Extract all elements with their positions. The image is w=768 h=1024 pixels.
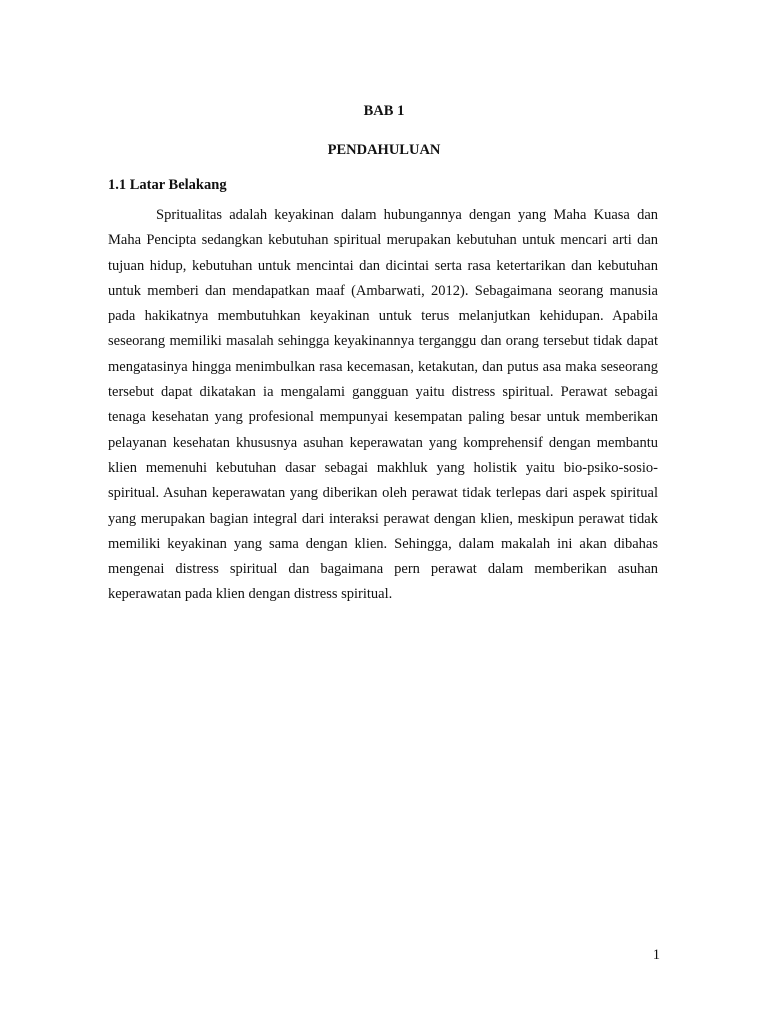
body-paragraph: Spritualitas adalah keyakinan dalam hubungannya dengan yang Maha Kuasa dan Maha Pencipta sedangkan kebutuhan spiritual merupakan kebutuhan untuk mencari arti dan tujuan hidup, kebutuhan untuk mencintai dan dicintai serta rasa ketertarikan dan kebutuhan untuk memberi dan mendapatkan maaf (Ambarwati, 2012). Sebagaimana seorang manusia pada hakikatnya membutuhkan keyakinan untuk terus melanjutkan kehidupan. Apabila seseorang memiliki masalah sehingga keyakinannya terganggu dan orang tersebut tidak dapat mengatasinya hingga menimbulkan rasa kecemasan, ketakutan, dan putus asa maka seseorang tersebut dapat dikatakan ia mengalami gangguan yaitu distress spiritual. Perawat sebagai tenaga kesehatan yang profesional mempunyai kesempatan paling besar untuk memberikan pelayanan kesehatan khususnya asuhan keperawatan yang komprehensif dengan membantu klien memenuhi kebutuhan dasar sebagai makhluk yang holistik yaitu bio-psiko-sosio-spiritual. Asuhan keperawatan yang diberikan oleh perawat tidak terlepas dari aspek spiritual yang merupakan bagian integral dari interaksi perawat dengan klien, meskipun perawat tidak memiliki keyakinan yang sama dengan klien. Sehingga, dalam makalah ini akan dibahas mengenai distress spiritual dan bagaimana pern perawat dalam memberikan asuhan keperawatan pada klien dengan distress spiritual. <box>108 207 658 603</box>
chapter-number: BAB 1 <box>363 103 405 119</box>
section-heading: 1.1 Latar Belakang <box>108 177 227 193</box>
chapter-title: PENDAHULUAN <box>327 142 441 158</box>
page-number: 1 <box>652 947 660 963</box>
